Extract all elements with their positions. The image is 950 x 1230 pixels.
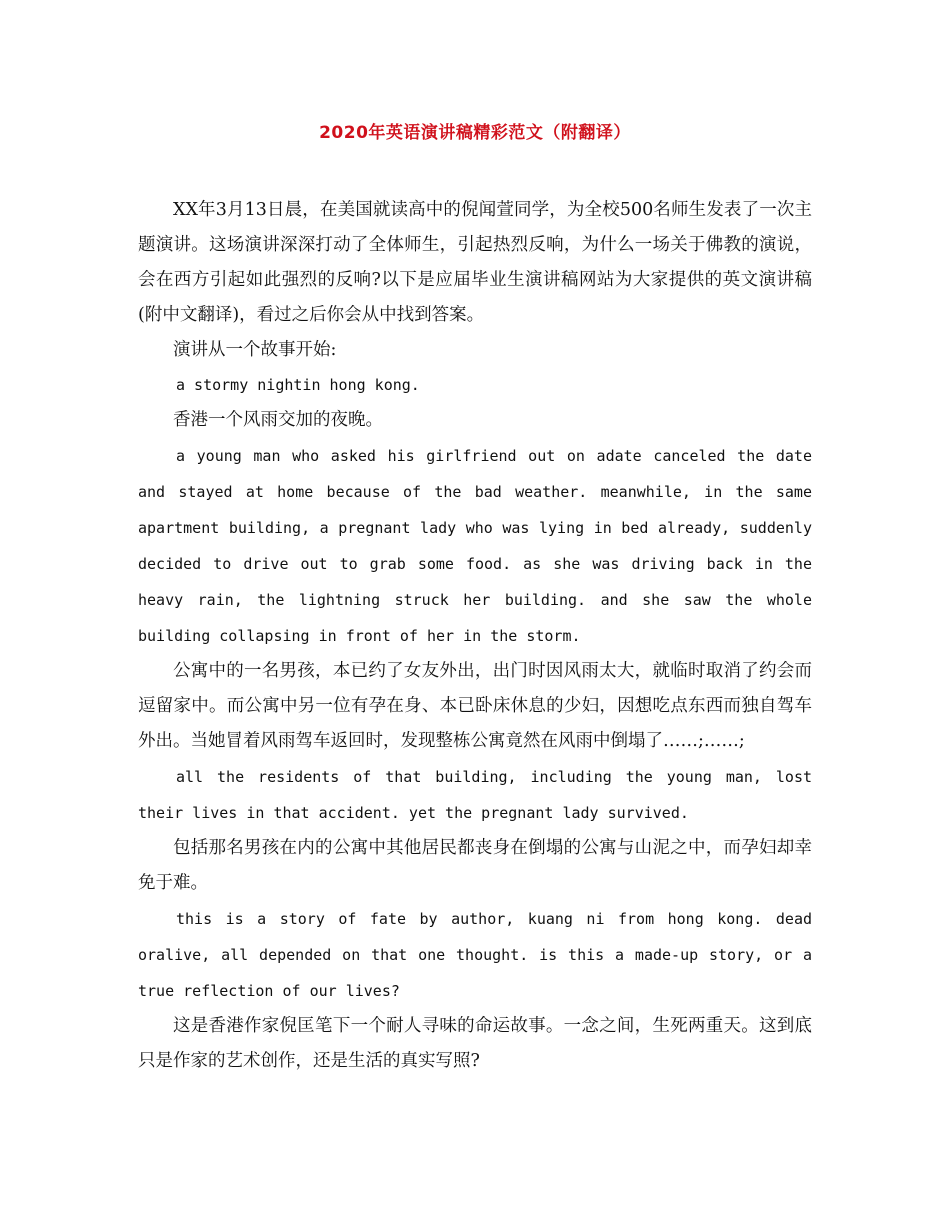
chinese-paragraph-residents: 包括那名男孩在内的公寓中其他居民都丧身在倒塌的公寓与山泥之中，而孕妇却幸免于难。 [138, 838, 812, 893]
document-title: 2020年英语演讲稿精彩范文（附翻译） [319, 123, 631, 143]
chinese-paragraph-young-man: 公寓中的一名男孩，本已约了女友外出，出门时因风雨太大，就临时取消了约会而逗留家中。而公寓中另一位有孕在身、本已卧床休息的少妇，因想吃点东西而独自驾车外出。当她冒着风雨驾车返回时，发现整栋公寓竟然在风雨中倒塌了……;……; [138, 661, 812, 751]
speech-opening-line: 演讲从一个故事开始: [173, 340, 337, 360]
english-paragraph-young-man: a young man who asked his girlfriend out on adate canceled the date and stayed at home because of the bad weather. meanwhile, in the same apartment building, a pregnant lady who was lying in bed already, suddenly decided to drive out to grab some food. as she was driving back in the heavy rain, the lightning struck her building. and she saw the whole building collapsing in front of her in the storm. [138, 447, 812, 645]
intro-paragraph: XX年3月13日晨，在美国就读高中的倪闻萱同学，为全校500名师生发表了一次主题演讲。这场演讲深深打动了全体师生，引起热烈反响，为什么一场关于佛教的演说，会在西方引起如此强烈的反响?以下是应届毕业生演讲稿网站为大家提供的英文演讲稿(附中文翻译)，看过之后你会从中找到答案。 [138, 200, 812, 325]
document-body [138, 193, 812, 1079]
english-paragraph-fate: this is a story of fate by author, kuang ni from hong kong. dead oralive, all depended on that one thought. is this a made-up story, or a true reflection of our lives? [138, 910, 812, 1000]
english-paragraph-residents: all the residents of that building, including the young man, lost their lives in that accident. yet the pregnant lady survived. [138, 768, 812, 822]
english-line-stormy-night: a stormy nightin hong kong. [176, 376, 420, 394]
chinese-line-stormy-night: 香港一个风雨交加的夜晚。 [173, 410, 383, 430]
chinese-paragraph-fate: 这是香港作家倪匡笔下一个耐人寻味的命运故事。一念之间，生死两重天。这到底只是作家的艺术创作，还是生活的真实写照? [138, 1016, 812, 1071]
